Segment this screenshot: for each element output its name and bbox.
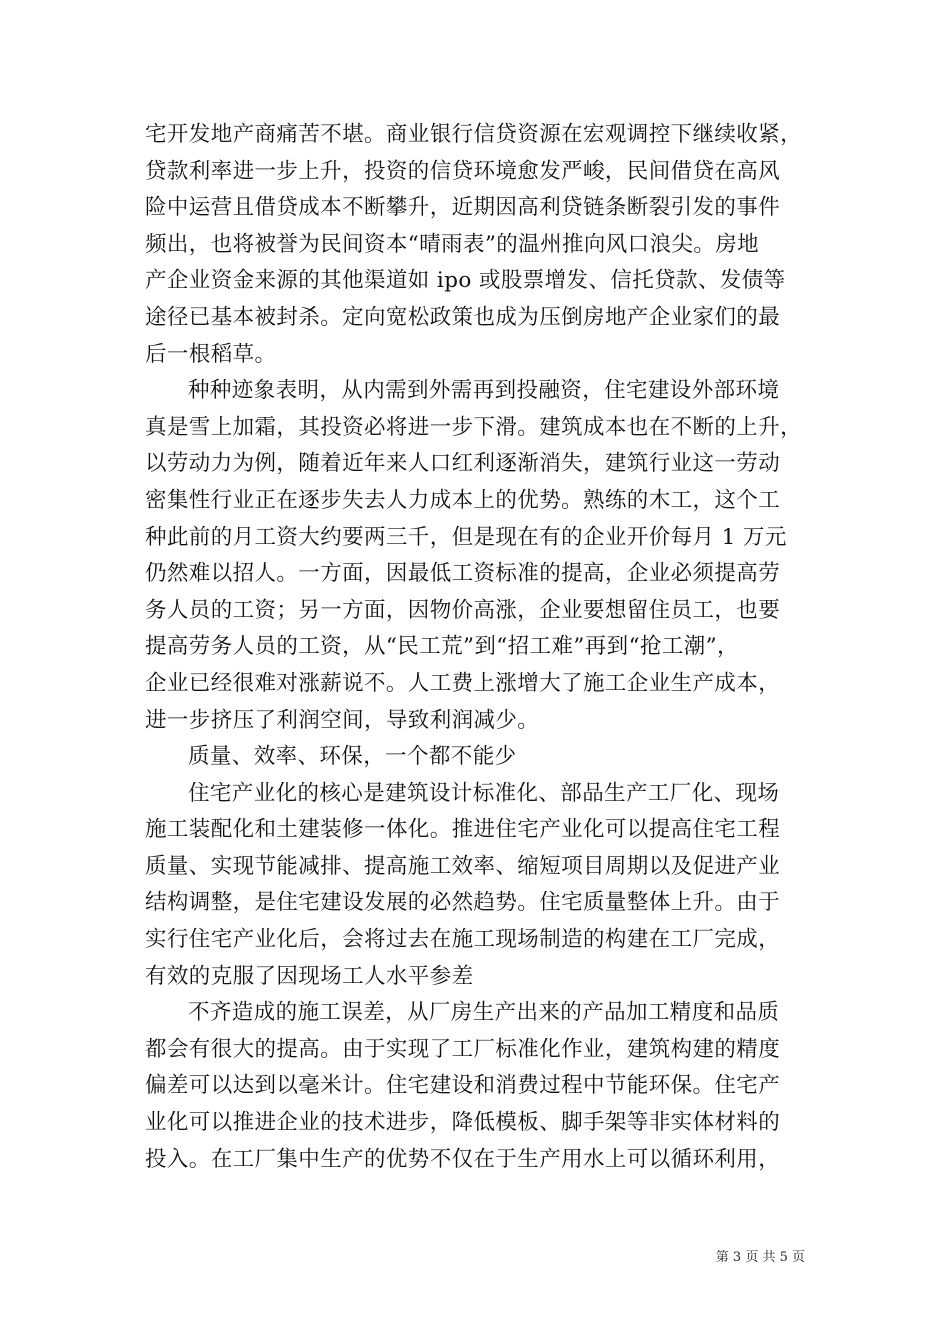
text-line: 企业已经很难对涨薪说不。人工费上涨增大了施工企业生产成本， bbox=[145, 670, 781, 696]
paragraph bbox=[145, 776, 805, 996]
text-line: 结构调整，是住宅建设发展的必然趋势。住宅质量整体上升。由于 bbox=[145, 890, 781, 916]
paragraph bbox=[145, 995, 805, 1178]
text-line: 宅开发地产商痛苦不堪。商业银行信贷资源在宏观调控下继续收紧， bbox=[145, 122, 803, 147]
text-line: 产企业资金来源的其他渠道如 ipo 或股票增发、信托贷款、发债等 bbox=[145, 268, 786, 294]
paragraph bbox=[145, 117, 805, 373]
text-line: 真是雪上加霜，其投资必将进一步下滑。建筑成本也在不断的上升， bbox=[145, 414, 803, 440]
text-line: 险中运营且借贷成本不断攀升，近期因高利贷链条断裂引发的事件 bbox=[145, 195, 781, 221]
body-text bbox=[145, 117, 805, 1178]
paragraph bbox=[145, 373, 805, 739]
text-line: 以劳动力为例，随着近年来人口红利逐渐消失，建筑行业这一劳动 bbox=[145, 451, 781, 477]
text-line: 贷款利率进一步上升，投资的信贷环境愈发严峻，民间借贷在高风 bbox=[145, 158, 781, 184]
text-line: 投入。在工厂集中生产的优势不仅在于生产用水上可以循环利用， bbox=[145, 1146, 781, 1172]
text-line: 频出，也将被誉为民间资本“晴雨表”的温州推向风口浪尖。房地 bbox=[145, 231, 760, 257]
text-line: 都会有很大的提高。由于实现了工厂标准化作业，建筑构建的精度 bbox=[145, 1036, 781, 1062]
text-line: 提高劳务人员的工资，从“民工荒”到“招工难”再到“抢工潮”， bbox=[145, 634, 739, 660]
text-line: 偏差可以达到以毫米计。住宅建设和消费过程中节能环保。住宅产 bbox=[145, 1073, 781, 1099]
text-line: 密集性行业正在逐步失去人力成本上的优势。熟练的木工，这个工 bbox=[145, 487, 781, 513]
text-line: 种种迹象表明，从内需到外需再到投融资，住宅建设外部环境 bbox=[188, 378, 780, 404]
paragraph bbox=[145, 739, 805, 776]
text-line: 务人员的工资；另一方面，因物价高涨，企业要想留住员工，也要 bbox=[145, 597, 781, 623]
text-line: 有效的克服了因现场工人水平参差 bbox=[145, 963, 474, 989]
text-line: 施工装配化和土建装修一体化。推进住宅产业化可以提高住宅工程 bbox=[145, 817, 781, 843]
text-line: 实行住宅产业化后，会将过去在施工现场制造的构建在工厂完成， bbox=[145, 927, 781, 953]
text-line: 业化可以推进企业的技术进步，降低模板、脚手架等非实体材料的 bbox=[145, 1110, 781, 1136]
text-line: 仍然难以招人。一方面，因最低工资标准的提高，企业必须提高劳 bbox=[145, 561, 781, 587]
text-line: 不齐造成的施工误差，从厂房生产出来的产品加工精度和品质 bbox=[188, 1000, 780, 1026]
text-line: 质量、实现节能减排、提高施工效率、缩短项目周期以及促进产业 bbox=[145, 853, 781, 879]
text-line: 后一根稻草。 bbox=[145, 341, 277, 367]
text-line: 途径已基本被封杀。定向宽松政策也成为压倒房地产企业家们的最 bbox=[145, 304, 781, 330]
text-line: 进一步挤压了利润空间，导致利润减少。 bbox=[145, 707, 540, 733]
text-line: 质量、效率、环保，一个都不能少 bbox=[188, 744, 517, 770]
text-line: 种此前的月工资大约要两三千，但是现在有的企业开价每月 1 万元 bbox=[145, 524, 787, 550]
page-number: 第 3 页 共 5 页 bbox=[715, 1250, 805, 1265]
text-line: 住宅产业化的核心是建筑设计标准化、部品生产工厂化、现场 bbox=[188, 780, 780, 806]
